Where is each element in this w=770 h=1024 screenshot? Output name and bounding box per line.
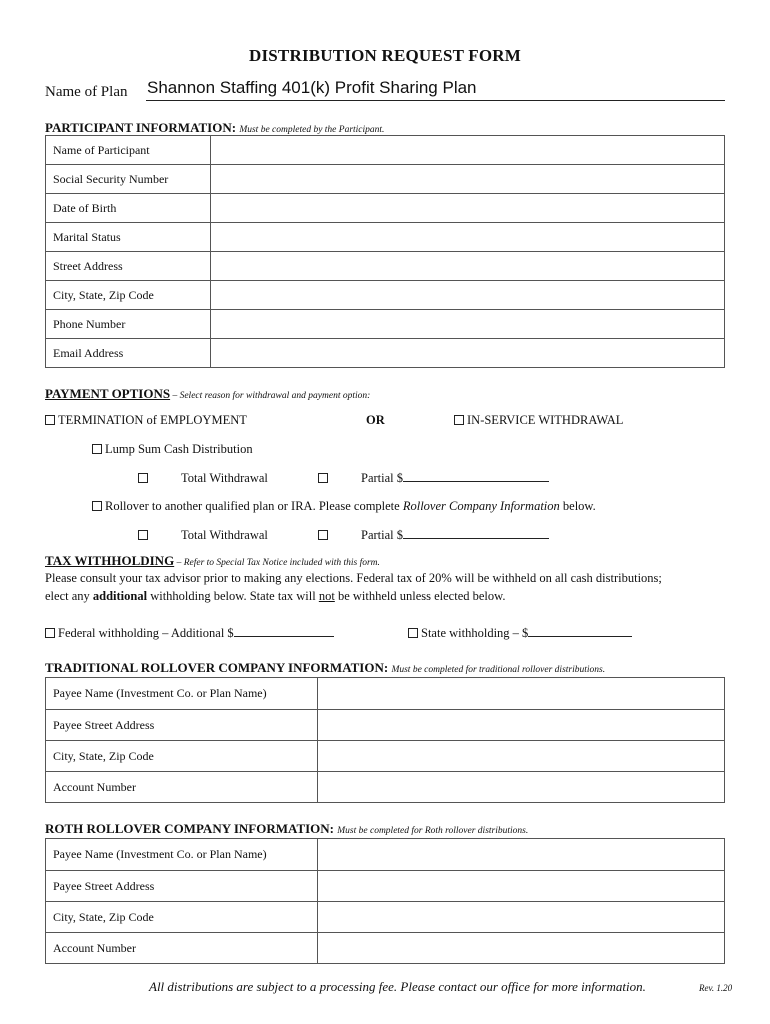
or-label: OR: [366, 413, 385, 427]
state-checkbox[interactable]: [408, 628, 418, 638]
footer-note: All distributions are subject to a processing fee. Please contact our office for more information.: [149, 979, 646, 994]
rollover-total-checkbox-wrap[interactable]: [138, 528, 151, 543]
participant-label: Name of Participant: [46, 136, 211, 165]
participant-field[interactable]: [211, 165, 725, 194]
traditional-field[interactable]: [318, 678, 725, 710]
inservice-label: IN-SERVICE WITHDRAWAL: [467, 413, 624, 427]
roth-field[interactable]: [318, 933, 725, 964]
state-amount-field[interactable]: [528, 626, 632, 637]
payment-heading: [45, 386, 370, 402]
participant-label: Email Address: [46, 339, 211, 368]
roth-label: Account Number: [46, 933, 318, 964]
lump-total-label: Total Withdrawal: [181, 471, 268, 485]
termination-option[interactable]: [45, 413, 247, 428]
tax-heading: [45, 553, 380, 569]
termination-label: TERMINATION of EMPLOYMENT: [58, 413, 247, 427]
inservice-checkbox[interactable]: [454, 415, 464, 425]
roth-heading-text: ROTH ROLLOVER COMPANY INFORMATION:: [45, 821, 335, 836]
participant-field[interactable]: [211, 339, 725, 368]
plan-name-field[interactable]: Shannon Staffing 401(k) Profit Sharing Plan: [147, 78, 477, 97]
traditional-field[interactable]: [318, 741, 725, 772]
lump-partial-checkbox-wrap[interactable]: [318, 471, 331, 486]
rollover-total-checkbox[interactable]: [138, 530, 148, 540]
form-title: DISTRIBUTION REQUEST FORM: [248, 46, 522, 65]
tax-text: withholding below. State tax will: [147, 589, 319, 603]
rollover-option[interactable]: [92, 499, 596, 514]
traditional-heading: [45, 660, 605, 676]
participant-heading-note: Must be completed by the Participant.: [239, 125, 385, 135]
lump-sum-checkbox[interactable]: [92, 444, 102, 454]
traditional-heading-note: Must be completed for traditional rollover distributions.: [391, 665, 606, 675]
roth-field[interactable]: [318, 839, 725, 871]
traditional-label: City, State, Zip Code: [46, 741, 318, 772]
participant-field[interactable]: [211, 194, 725, 223]
roth-heading-note: Must be completed for Roth rollover distributions.: [337, 826, 529, 836]
traditional-label: Payee Name (Investment Co. or Plan Name): [46, 678, 318, 710]
plan-name-line: [146, 100, 725, 101]
participant-field[interactable]: [211, 136, 725, 165]
traditional-field[interactable]: [318, 710, 725, 741]
lump-sum-option[interactable]: [92, 442, 253, 457]
rollover-partial-checkbox-wrap[interactable]: [318, 528, 331, 543]
traditional-field[interactable]: [318, 772, 725, 803]
revision-label: Rev. 1.20: [699, 983, 733, 993]
participant-field[interactable]: [211, 252, 725, 281]
traditional-label: Payee Street Address: [46, 710, 318, 741]
rollover-label-post: below.: [559, 499, 596, 513]
tax-text: be withheld unless elected below.: [334, 589, 506, 603]
state-label: State withholding – $: [421, 626, 529, 640]
lump-partial-label: Partial $: [361, 471, 404, 485]
participant-heading-text: PARTICIPANT INFORMATION:: [45, 120, 237, 135]
lump-partial-amount-field[interactable]: [403, 471, 549, 482]
participant-heading: [45, 120, 384, 136]
tax-paragraph-line1: Please consult your tax advisor prior to making any elections. Federal tax of 20% will be withheld on all cash distributions;: [45, 571, 662, 585]
participant-label: Phone Number: [46, 310, 211, 339]
inservice-option[interactable]: [454, 413, 623, 428]
rollover-checkbox[interactable]: [92, 501, 102, 511]
rollover-label-pre: Rollover to another qualified plan or IRA. Please complete: [105, 499, 403, 513]
participant-label: Marital Status: [46, 223, 211, 252]
rollover-partial-checkbox[interactable]: [318, 530, 328, 540]
traditional-label: Account Number: [46, 772, 318, 803]
lump-partial-checkbox[interactable]: [318, 473, 328, 483]
tax-paragraph-line2: [45, 589, 505, 604]
lump-sum-label: Lump Sum Cash Distribution: [105, 442, 253, 456]
federal-withholding-option[interactable]: [45, 626, 334, 641]
payment-heading-note: – Select reason for withdrawal and payment option:: [170, 391, 371, 401]
roth-heading: [45, 821, 528, 837]
tax-text-bold: additional: [92, 589, 148, 603]
rollover-partial-amount-field[interactable]: [403, 528, 549, 539]
roth-field[interactable]: [318, 902, 725, 933]
rollover-partial-label: Partial $: [361, 528, 404, 542]
participant-label: City, State, Zip Code: [46, 281, 211, 310]
payment-heading-text: PAYMENT OPTIONS: [45, 386, 171, 401]
plan-name-row: [45, 78, 725, 102]
state-withholding-option[interactable]: [408, 626, 632, 641]
roth-field[interactable]: [318, 871, 725, 902]
traditional-heading-text: TRADITIONAL ROLLOVER COMPANY INFORMATION:: [45, 660, 389, 675]
plan-name-label: Name of Plan: [45, 84, 128, 100]
participant-field[interactable]: [211, 310, 725, 339]
traditional-table: [45, 677, 725, 803]
tax-heading-text: TAX WITHHOLDING: [45, 553, 175, 568]
participant-label: Street Address: [46, 252, 211, 281]
tax-text: elect any: [45, 589, 93, 603]
participant-table: [45, 135, 725, 368]
lump-total-checkbox-wrap[interactable]: [138, 471, 151, 486]
tax-heading-note: – Refer to Special Tax Notice included with this form.: [174, 558, 380, 568]
participant-field[interactable]: [211, 281, 725, 310]
rollover-partial-option: [361, 528, 549, 543]
roth-label: Payee Street Address: [46, 871, 318, 902]
federal-amount-field[interactable]: [234, 626, 334, 637]
roth-label: City, State, Zip Code: [46, 902, 318, 933]
roth-label: Payee Name (Investment Co. or Plan Name): [46, 839, 318, 871]
rollover-total-label: Total Withdrawal: [181, 528, 268, 542]
lump-partial-option: [361, 471, 549, 486]
rollover-label-em: Rollover Company Information: [402, 499, 560, 513]
participant-field[interactable]: [211, 223, 725, 252]
participant-label: Date of Birth: [46, 194, 211, 223]
lump-total-checkbox[interactable]: [138, 473, 148, 483]
federal-checkbox[interactable]: [45, 628, 55, 638]
federal-label: Federal withholding – Additional $: [58, 626, 234, 640]
termination-checkbox[interactable]: [45, 415, 55, 425]
roth-table: [45, 838, 725, 964]
tax-text-underline: not: [318, 589, 335, 603]
participant-label: Social Security Number: [46, 165, 211, 194]
